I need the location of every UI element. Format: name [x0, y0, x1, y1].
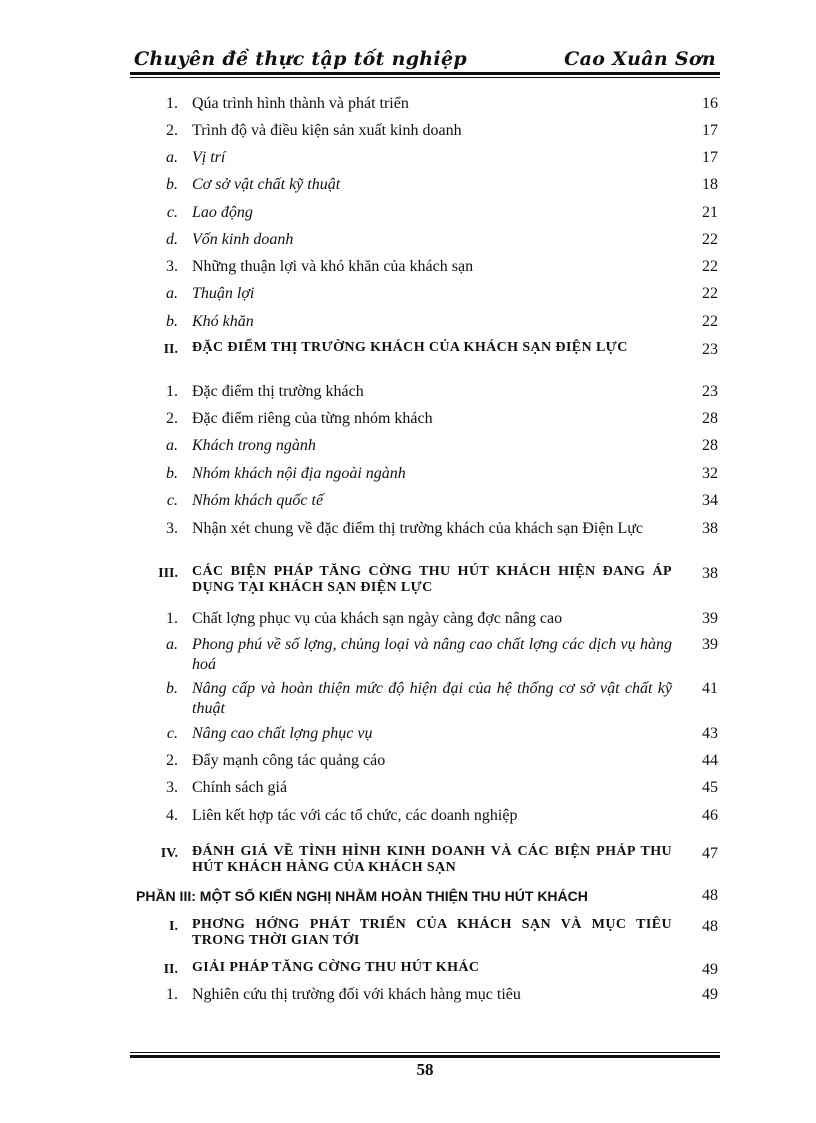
header-rule-thin	[130, 77, 720, 78]
toc-entry-number: 1.	[166, 95, 178, 112]
toc-entry-page: 18	[702, 176, 718, 193]
toc-entry-title: Cơ sở vật chất kỹ thuật	[192, 176, 341, 193]
toc-entry-title: Nhận xét chung về đặc điểm thị trường khách của khách sạn Điện Lực	[192, 520, 643, 537]
toc-entry-number: b.	[166, 176, 178, 193]
header-title: Chuyên đề thực tập tốt nghiệp	[134, 48, 467, 70]
toc-entry-title: Chính sách giá	[192, 779, 288, 796]
toc-entry-page: 22	[702, 258, 718, 275]
toc-entry-page: 32	[702, 465, 718, 482]
toc-entry-page: 48	[702, 918, 718, 935]
toc-entry-number: b.	[166, 313, 178, 330]
toc-entry-number: c.	[166, 492, 178, 509]
toc-entry-page: 28	[702, 410, 718, 427]
toc-entry-page: 23	[702, 383, 718, 400]
toc-entry-page: 17	[702, 149, 718, 166]
toc-entry-number: 1.	[166, 383, 178, 400]
toc-entry-title: Nâng cao chất lợng phục vụ	[192, 725, 373, 742]
toc-entry-title: Vốn kinh doanh	[192, 231, 294, 248]
toc-entry-title: ĐÁNH GIÁ VỀ TÌNH HÌNH KINH DOANH VÀ CÁC BIỆN PHÁP THU HÚT KHÁCH HÀNG CỦA KHÁCH SẠN	[192, 844, 672, 875]
toc-entry-title: Thuận lợi	[192, 285, 255, 302]
toc-entry-page: 48	[702, 887, 718, 904]
toc-entry-number: 3.	[166, 520, 178, 537]
toc-entry-number: b.	[166, 465, 178, 482]
toc-entry-number: a.	[166, 285, 178, 302]
toc-entry-title: Những thuận lợi và khó khăn của khách sạn	[192, 258, 474, 275]
header-author: Cao Xuân Sơn	[564, 48, 716, 70]
toc-entry-title: Liên kết hợp tác với các tổ chức, các doanh nghiệp	[192, 807, 518, 824]
toc-entry-page: 22	[702, 231, 718, 248]
toc-entry-page: 22	[702, 313, 718, 330]
toc-entry-title: Trình độ và điều kiện sản xuất kinh doanh	[192, 122, 462, 139]
toc-entry-number: IV.	[160, 846, 178, 861]
toc-entry-number: II.	[163, 342, 178, 357]
toc-entry-title: Nâng cấp và hoàn thiện mức độ hiện đại của hệ thống cơ sở vật chất kỹ thuật	[192, 680, 672, 717]
toc-entry-page: 23	[702, 341, 718, 358]
toc-entry-number: 3.	[166, 258, 178, 275]
toc-entry-page: 49	[702, 961, 718, 978]
toc-entry-number: 1.	[166, 986, 178, 1003]
header-rule-thick	[130, 72, 720, 75]
toc-entry-title: Phong phú về số lợng, chủng loại và nâng cao chất lợng các dịch vụ hàng hoá	[192, 636, 672, 673]
toc-entry-page: 39	[702, 636, 718, 653]
page-number: 58	[416, 1060, 434, 1079]
toc-entry-page: 21	[702, 204, 718, 221]
toc-entry-page: 49	[702, 986, 718, 1003]
toc-entry-title: Khách trong ngành	[192, 437, 316, 454]
toc-entry-title: Qúa trình hình thành và phát triển	[192, 95, 409, 112]
toc-entry-number: III.	[158, 566, 178, 581]
toc-entry-page: 38	[702, 520, 718, 537]
toc-entry-title: Đặc điểm thị trường khách	[192, 383, 364, 400]
toc-entry-title: Đẩy mạnh công tác quảng cáo	[192, 752, 386, 769]
toc-entry-number: c.	[166, 725, 178, 742]
toc-entry-number: 2.	[166, 410, 178, 427]
toc-entry-title: PHƠNG HỚNG PHÁT TRIỂN CỦA KHÁCH SẠN VÀ MỤC TIÊU TRONG THỜI GIAN TỚI	[192, 917, 672, 948]
toc-entry-page: 44	[702, 752, 718, 769]
toc-entry-title: Nhóm khách nội địa ngoài ngành	[192, 465, 406, 482]
toc-entry-page: 47	[702, 845, 718, 862]
toc-entry-page: 45	[702, 779, 718, 796]
toc-entry-title: GIẢI PHÁP TĂNG CỜNG THU HÚT KHÁC	[192, 960, 480, 975]
toc-entry-page: 22	[702, 285, 718, 302]
toc-entry-number: a.	[166, 636, 178, 653]
toc-entry-number: 2.	[166, 122, 178, 139]
toc-entry-number: II.	[163, 962, 178, 977]
toc-entry-page: 16	[702, 95, 718, 112]
toc-entry-page: 17	[702, 122, 718, 139]
toc-entry-number: a.	[166, 149, 178, 166]
page-header	[132, 46, 720, 70]
toc-entry-title: Khó khăn	[192, 313, 254, 330]
toc-entry-number: 4.	[166, 807, 178, 824]
toc-entry-title: Nghiên cứu thị trường đối với khách hàng mục tiêu	[192, 986, 521, 1003]
toc-entry-number: I.	[169, 919, 178, 934]
toc-entry-number: d.	[166, 231, 178, 248]
toc-entry-page: 43	[702, 725, 718, 742]
toc-entry-number: b.	[166, 680, 178, 697]
toc-entry-page: 28	[702, 437, 718, 454]
toc-entry-page: 34	[702, 492, 718, 509]
toc-entry-title: Vị trí	[192, 149, 226, 166]
toc-entry-title: Chất lợng phục vụ của khách sạn ngày càng đợc nâng cao	[192, 610, 563, 627]
toc-entry-page: 38	[702, 565, 718, 582]
toc-entry-title: Nhóm khách quốc tế	[192, 492, 324, 509]
toc-entry-number: 3.	[166, 779, 178, 796]
toc-entry-title: Đặc điểm riêng của từng nhóm khách	[192, 410, 433, 427]
toc-entry-page: 46	[702, 807, 718, 824]
toc-entry-number: c.	[166, 204, 178, 221]
toc-entry-title: PHẦN III: MỘT SỐ KIẾN NGHỊ NHẰM HOÀN THIỆN THU HÚT KHÁCH	[136, 888, 588, 904]
toc-entry-number: 2.	[166, 752, 178, 769]
toc-entry-title: ĐẶC ĐIỂM THỊ TRƯỜNG KHÁCH CỦA KHÁCH SẠN ĐIỆN LỰC	[192, 340, 628, 355]
toc-entry-title: CÁC BIỆN PHÁP TĂNG CỜNG THU HÚT KHÁCH HIỆN ĐANG ÁP DỤNG TẠI KHÁCH SẠN ĐIỆN LỰC	[192, 564, 672, 595]
toc-entry-number: a.	[166, 437, 178, 454]
toc-entry-number: 1.	[166, 610, 178, 627]
toc-entry-title: Lao động	[192, 204, 253, 221]
toc-entry-page: 41	[702, 680, 718, 697]
toc-entry-page: 39	[702, 610, 718, 627]
